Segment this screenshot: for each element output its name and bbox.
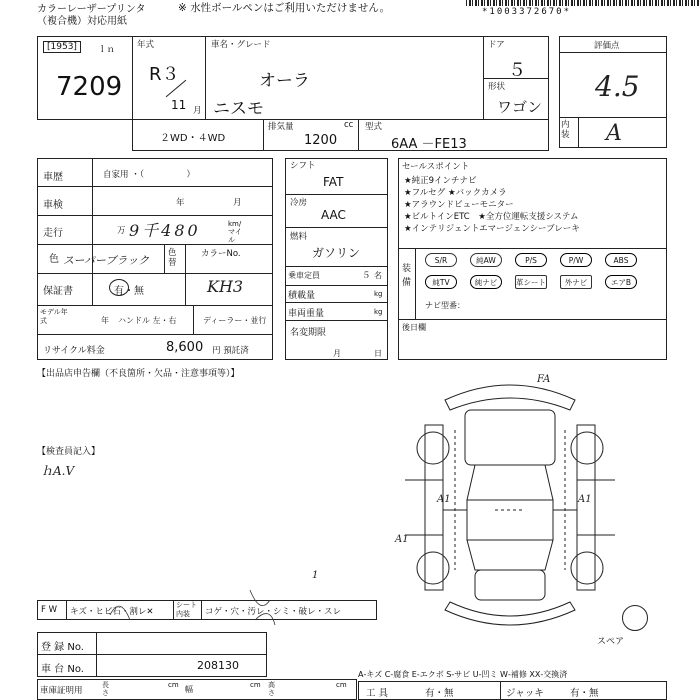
sales-item-1: ★純正9インチナビ [404, 176, 477, 186]
fuel-label: 燃料 [290, 232, 308, 242]
cert-height-unit: cm [336, 681, 347, 689]
ac-value: AAC [321, 208, 346, 222]
car-grade: ニスモ [213, 99, 264, 119]
hood [465, 410, 555, 465]
damage-legend: A‐キズ C‐腐食 E‐エクボ S‐サビ U‐凹ミ W‐補修 XX‐交換済 [358, 670, 568, 679]
displacement-label: 排気量 [268, 122, 294, 132]
year-month-unit: 月 [193, 106, 202, 116]
score-value: 4.5 [595, 70, 640, 103]
printer-line1: カラーレーザープリンタ [37, 4, 146, 15]
recycle-value: 8,600 [166, 340, 204, 355]
sales-item-4: ★ビルトインETC ★全方位運転支援システム [404, 212, 579, 222]
displacement-value: 1200 [304, 133, 338, 148]
mileage-label: 走行 [43, 228, 63, 239]
notice-text: ※ 水性ボールペンはご利用いただけません。 [178, 2, 391, 14]
shape-value: ワゴン [497, 98, 543, 116]
nav-model-label: ナビ型番： [425, 301, 465, 310]
sales-item-5: ★インテリジェントエマージェンシーブレーキ [404, 224, 580, 234]
lot-number: 7209 [56, 72, 123, 102]
cert-width-unit: cm [250, 681, 261, 689]
model-year-label: モデル年式 [40, 308, 68, 325]
handle-label: ハンドル 左・右 [118, 316, 177, 325]
seat-label: シート内装 [176, 601, 197, 618]
front-bumper [445, 385, 575, 410]
jack-label: ジャッキ [506, 688, 544, 699]
windshield [467, 465, 553, 500]
cert-length-unit: cm [168, 681, 179, 689]
inspector-label: 【検査員記入】 [37, 447, 101, 457]
model-year-unit: 年 [101, 316, 109, 325]
certificate-row [37, 679, 357, 700]
recycle-unit: 円 預託済 [212, 346, 249, 356]
shift-value: FAT [323, 175, 344, 189]
sales-item-2: ★フルセグ ★バックカメラ [404, 188, 507, 198]
printer-line2: （複合機）対応用紙 [37, 16, 127, 27]
color-no-value: KH3 [207, 277, 244, 296]
eq-navi: 純ナビ [470, 275, 502, 289]
barcode [466, 0, 700, 6]
spare-circle [622, 605, 648, 631]
weight-label: 車両重量 [288, 309, 325, 319]
color-no-label: カラーNo. [201, 249, 241, 259]
barcode-number: *1003372670* [482, 7, 572, 17]
color-label: 色 [49, 254, 59, 265]
spare-label: スペア [597, 637, 625, 647]
eq-abs: ABS [605, 253, 637, 267]
year-era: R３ [149, 64, 180, 85]
shift-label: シフト [290, 161, 316, 171]
scrap-month: 月 [333, 349, 341, 358]
diagram-left-mark: A1 [395, 534, 409, 545]
load-label: 積載量 [288, 291, 316, 301]
shape-label: 形状 [488, 82, 506, 92]
model-value: 6AA －FE13 [391, 137, 467, 152]
certificate-label: 車庫証明用 [40, 686, 83, 696]
mileage-value: 9千480 [129, 221, 201, 240]
warranty-label: 保証書 [43, 286, 73, 297]
year-month: 11 [171, 98, 187, 112]
diagram-front-mark: FA [537, 374, 551, 385]
warranty-value: 有・無 [114, 286, 144, 297]
year-label: 年式 [137, 40, 155, 50]
wheel-rl [417, 552, 449, 584]
registration-label: 登 録 No. [41, 642, 84, 653]
capacity-value: ５ [362, 271, 371, 281]
cert-length: 長さ [102, 681, 109, 697]
jack-value: 有・無 [570, 688, 599, 699]
lot-tag: [1953] [43, 41, 81, 53]
eq-alloy-wheel: 純AW [470, 253, 502, 267]
displacement-unit: cc [344, 120, 354, 130]
scrap-day: 日 [374, 349, 382, 358]
history-value: 自家用 ・（ ） [103, 170, 195, 180]
wheel-fr [571, 432, 603, 464]
cert-width: 幅 [185, 685, 193, 694]
color-change-label: 色替 [168, 248, 177, 268]
chassis-label: 車 台 No. [41, 664, 84, 675]
rear-window [467, 540, 553, 570]
car-diagram [395, 370, 625, 640]
inspection-year: 年 [176, 198, 185, 208]
inspection-month: 月 [233, 198, 242, 208]
seller-notes-label: 【出品店申告欄（不良箇所・欠品・注意事項等）】 [37, 369, 240, 379]
carname-label: 車名・グレード [211, 40, 271, 50]
capacity-label: 乗車定員 [288, 271, 320, 280]
load-unit: kg [374, 290, 383, 298]
inspector-note: ｈA.V [41, 464, 75, 478]
scrap-label: 名変期限 [290, 328, 327, 338]
tools-label: 工 具 [366, 688, 389, 699]
color-value: スーパーブラック [63, 254, 150, 267]
trunk [475, 570, 545, 600]
door-value: ５ [508, 60, 526, 81]
eq-power-window: P/W [560, 253, 592, 267]
eq-power-steering: P/S [515, 253, 547, 267]
capacity-unit: 名 [374, 271, 382, 280]
model-label: 型式 [365, 122, 383, 132]
right-side [577, 425, 595, 590]
left-side [425, 425, 443, 590]
ac-label: 冷房 [290, 198, 308, 208]
tools-value: 有・無 [425, 688, 454, 699]
car-name: オーラ [259, 71, 310, 91]
interior-value: A [606, 121, 622, 146]
diagram-top-mark: 1 [312, 570, 319, 581]
score-label: 評価点 [594, 41, 620, 51]
mileage-unit: km/マイル [228, 220, 242, 244]
interior-label: 内装 [561, 120, 570, 140]
diagram-side-mark1: A1 [437, 494, 451, 505]
wheel-rr [571, 552, 603, 584]
equipment-label: 装備 [402, 264, 412, 288]
dealer-label: ディーラー・並行 [203, 316, 267, 325]
sales-item-3: ★アラウンドビューモニター [404, 200, 514, 210]
weight-unit: kg [374, 308, 383, 316]
eq-tv: 純TV [425, 275, 457, 289]
mileage-man: 万 [117, 226, 126, 236]
fw-label: F W [41, 605, 57, 615]
door-label: ドア [488, 40, 505, 50]
eq-leather: 革シート [515, 275, 547, 289]
rear-note-label: 後日欄 [402, 323, 426, 332]
fw-items: キズ・ヒビ石・割レ✕ [70, 607, 154, 617]
diagram-side-mark2: A1 [578, 494, 592, 505]
rear-bumper [445, 602, 575, 625]
eq-airbag: エアB [605, 275, 637, 289]
eq-ext-navi: 外ナビ [560, 275, 592, 289]
sales-label: セールスポイント [402, 162, 470, 172]
lot-tag-suffix: ｌｎ [98, 45, 116, 55]
chassis-value: 208130 [197, 659, 239, 672]
seat-items: コゲ・穴・汚レ・シミ・破レ・スレ [205, 607, 342, 617]
eq-sunroof: S/R [425, 253, 457, 267]
roof [467, 500, 553, 540]
fuel-value: ガソリン [312, 246, 361, 260]
history-label: 車歴 [43, 172, 63, 183]
inspection-label: 車検 [43, 200, 63, 211]
wheel-fl [417, 432, 449, 464]
fw-scribble [100, 585, 280, 630]
cert-height: 高さ [268, 681, 275, 697]
drive-text: ２WD・４WD [160, 133, 226, 144]
recycle-label: リサイクル料金 [43, 346, 105, 356]
